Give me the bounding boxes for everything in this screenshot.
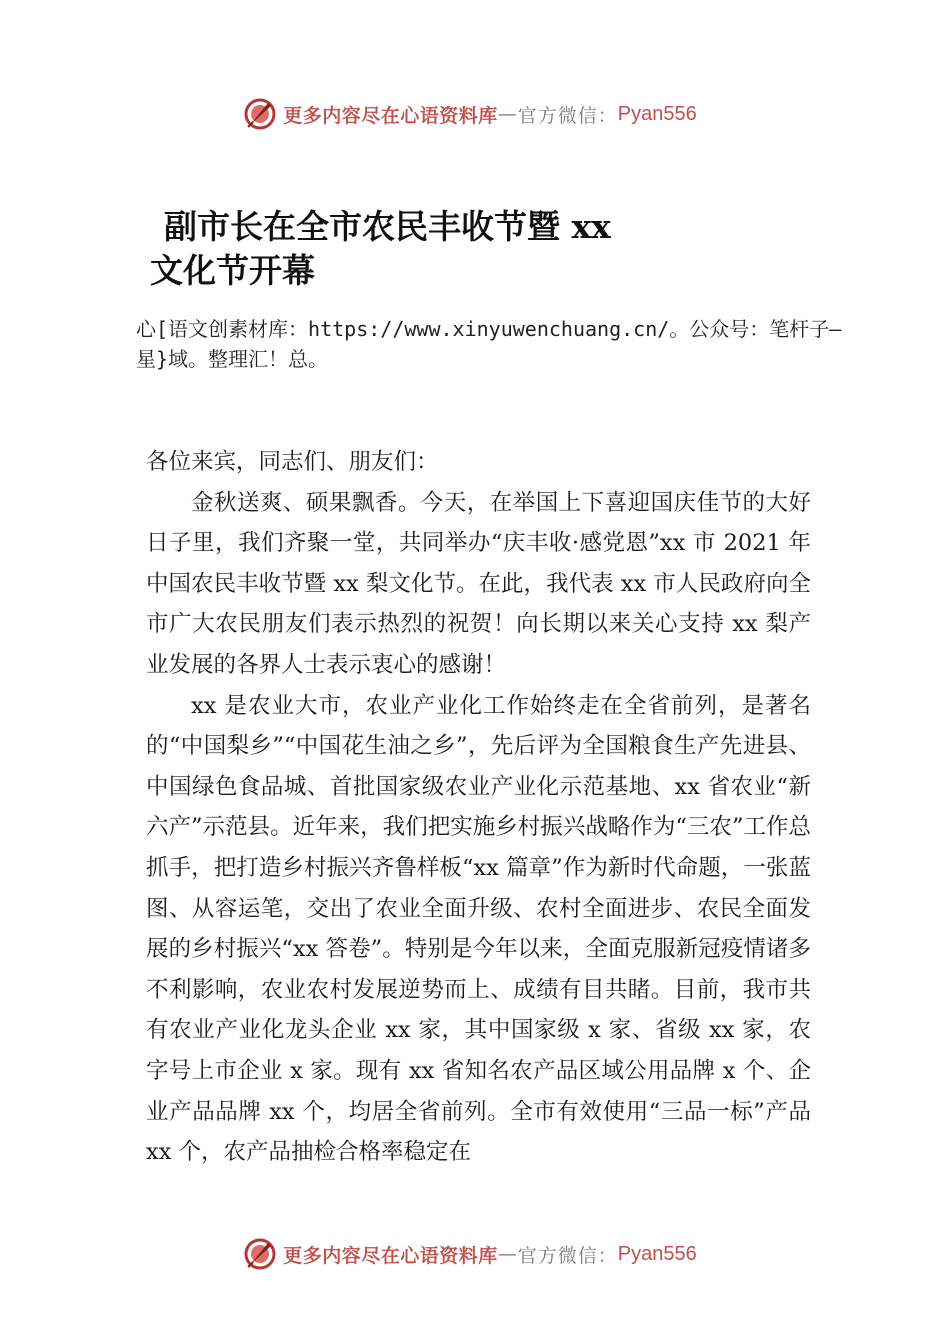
- header-banner: [0, 92, 950, 136]
- banner-wechat-id: Pyan556: [617, 102, 697, 125]
- quill-logo-icon: [243, 1237, 277, 1271]
- banner-label: 官方微信：: [517, 1244, 618, 1267]
- banner-content: [243, 1237, 697, 1271]
- banner-slogan: 更多内容尽在心语资料库: [283, 104, 498, 127]
- document-body: [146, 442, 811, 1173]
- footer-banner: [0, 1232, 950, 1276]
- banner-label: 官方微信：: [517, 104, 618, 127]
- banner-separator: —: [497, 1243, 518, 1265]
- title-line-1: 副市长在全市农民丰收节暨 xx: [164, 207, 611, 246]
- source-note: 心[语文创素材库：https://www.xinyuwenchuang.cn/。公众号：笔杆子—星}域。整理汇！总。: [136, 317, 842, 371]
- banner-content: [243, 97, 697, 131]
- banner-wechat-id: Pyan556: [617, 1242, 697, 1265]
- paragraph: 金秋送爽、硕果飘香。今天，在举国上下喜迎国庆佳节的大好日子里，我们齐聚一堂，共同举办“庆丰收·感党恩”xx 市 2021 年中国农民丰收节暨 xx 梨文化节。在此，我代表 xx 市人民政府向全市广大农民朋友们表示热烈的祝贺！向长期以来关心支持 xx 梨产业发展的各界人士表示衷心的感谢！: [146, 489, 811, 678]
- title-line-2: 文化节开幕: [150, 251, 315, 290]
- quill-logo-icon: [243, 97, 277, 131]
- banner-separator: —: [497, 103, 518, 125]
- banner-slogan: 更多内容尽在心语资料库: [283, 1244, 498, 1267]
- salutation: 各位来宾，同志们、朋友们：: [146, 449, 439, 475]
- document-title: [150, 205, 670, 293]
- paragraph: xx 是农业大市，农业产业化工作始终走在全省前列，是著名的“中国梨乡”“中国花生油之乡”，先后评为全国粮食生产先进县、中国绿色食品城、首批国家级农业产业化示范基地、xx 省农业“新六产”示范县。近年来，我们把实施乡村振兴战略作为“三农”工作总抓手，把打造乡村振兴齐鲁样板“xx 篇章”作为新时代命题，一张蓝图、从容运笔，交出了农业全面升级、农村全面进步、农民全面发展的乡村振兴“xx 答卷”。特别是今年以来，全面克服新冠疫情诸多不利影响，农业农村发展逆势而上、成绩有目共睹。目前，我市共有农业产业化龙头企业 xx 家，其中国家级 x 家、省级 xx 家，农字号上市企业 x 家。现有 xx 省知名农产品区域公用品牌 x 个、企业产品品牌 xx 个，均居全省前列。全市有效使用“三品一标”产品 xx 个，农产品抽检合格率稳定在: [146, 692, 811, 1166]
